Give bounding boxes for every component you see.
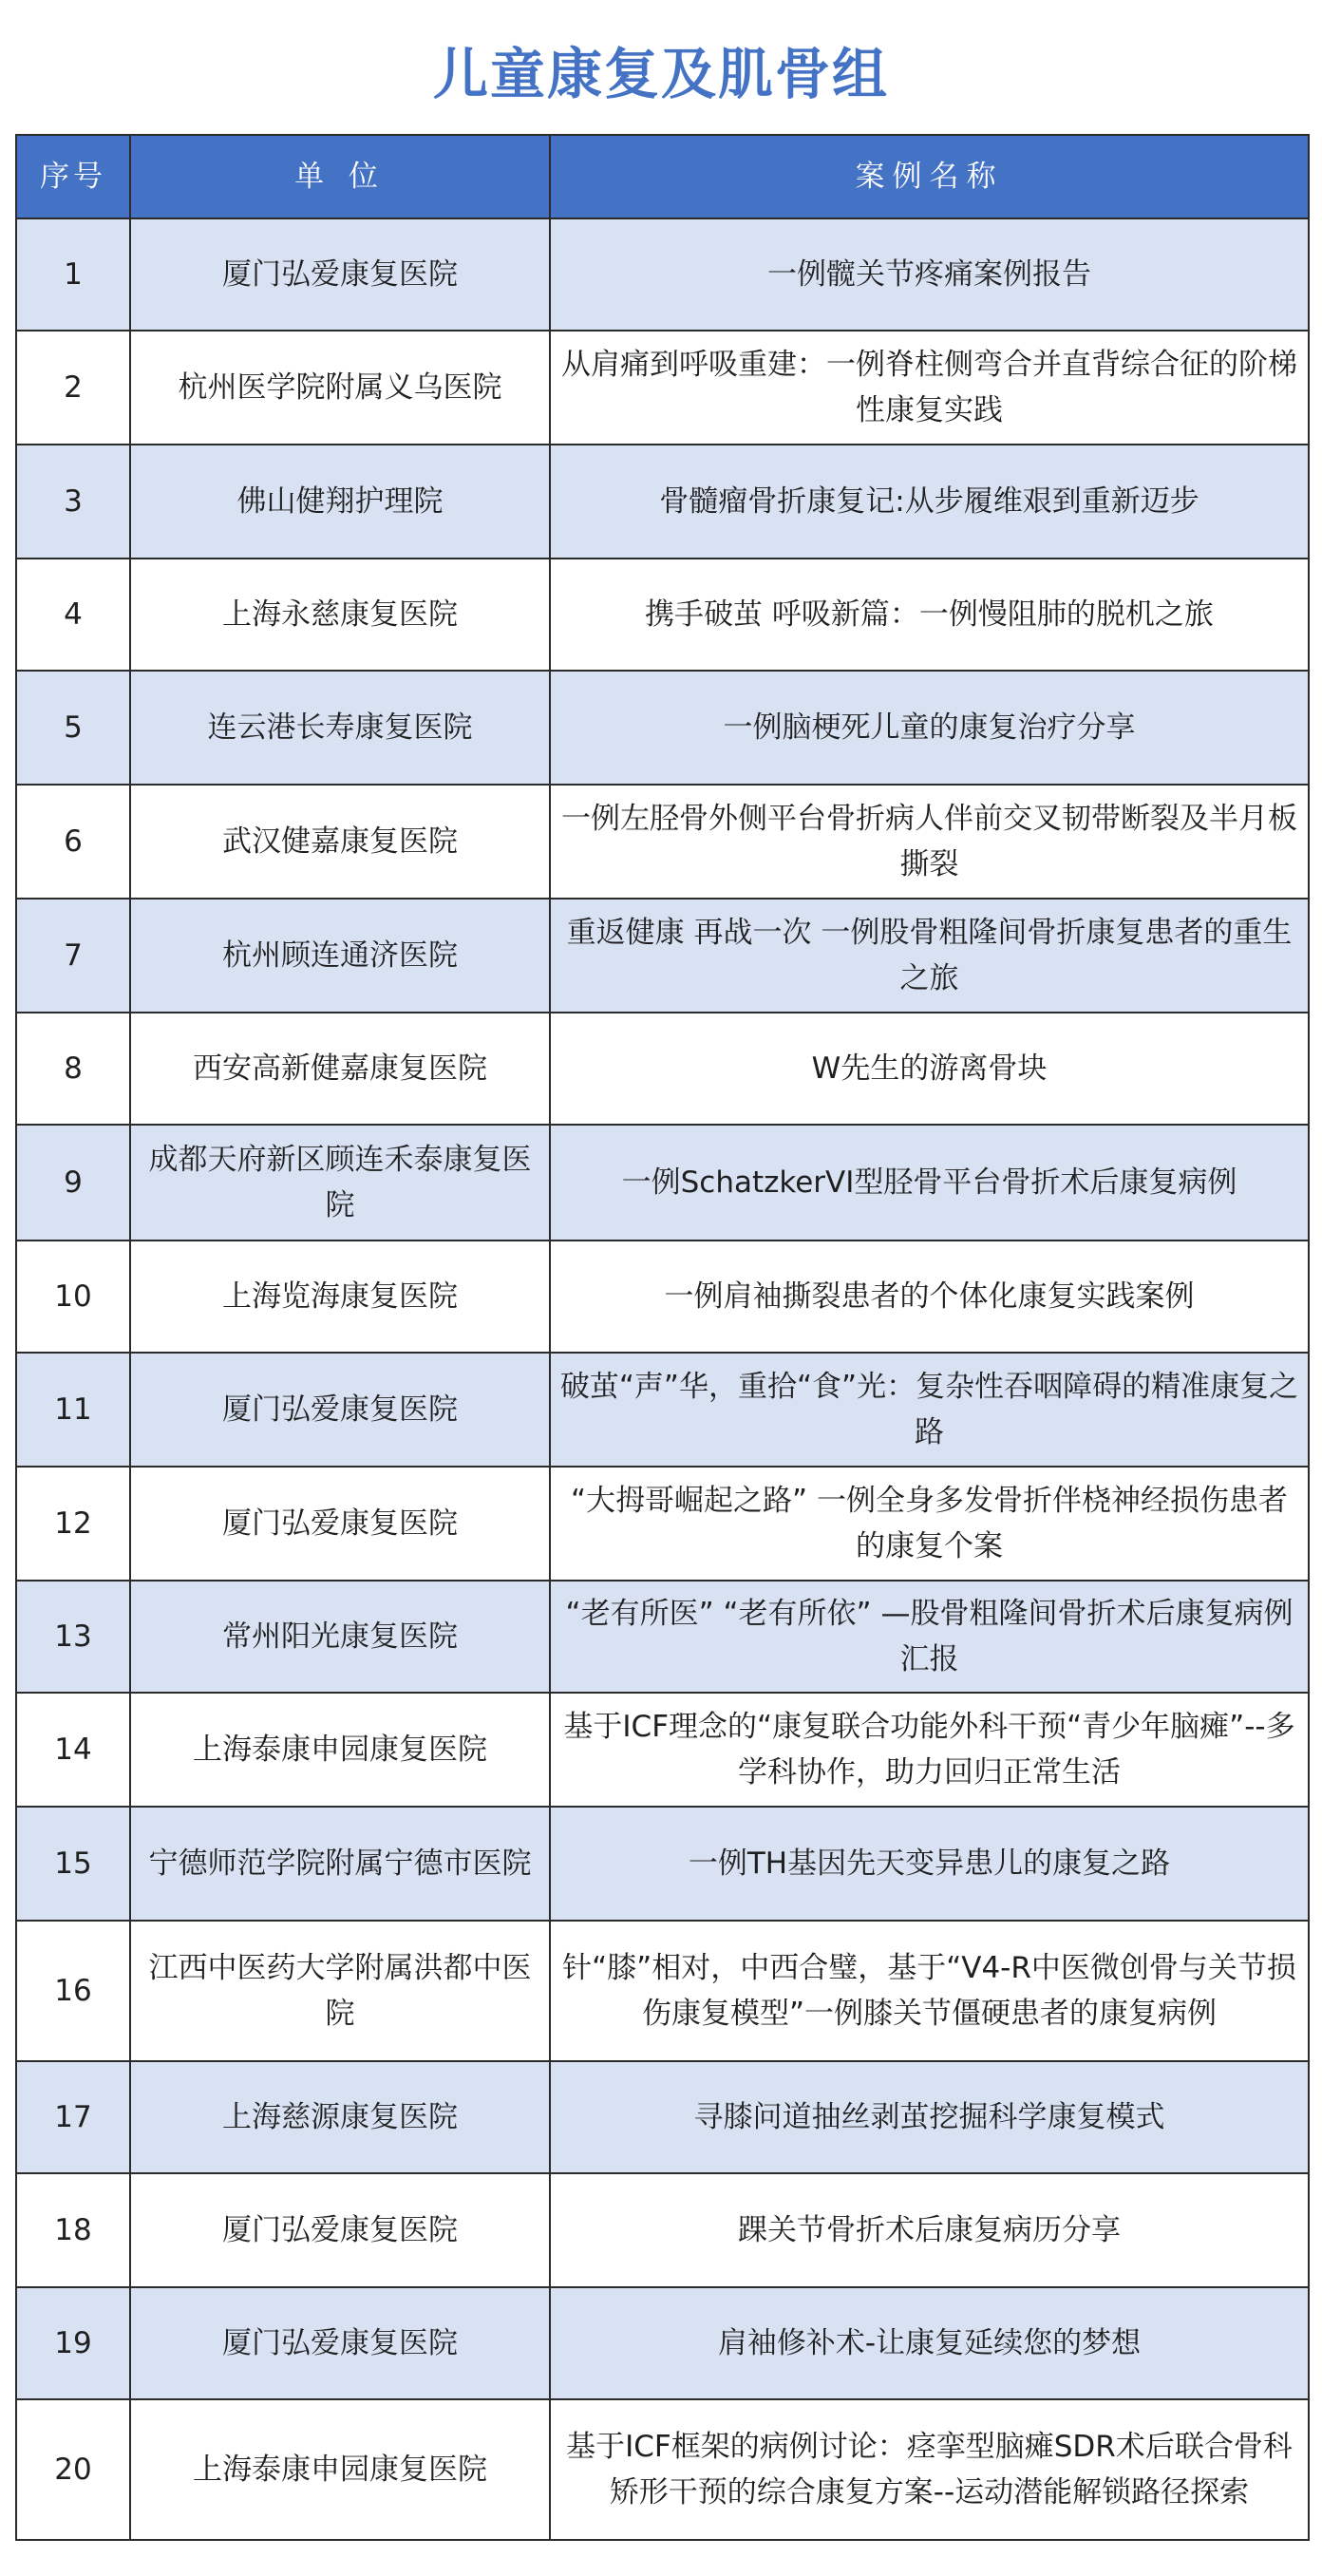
cell-organization: 连云港长寿康复医院 (130, 671, 550, 785)
cell-organization: 西安高新健嘉康复医院 (130, 1013, 550, 1125)
cell-case-name: 骨髓瘤骨折康复记:从步履维艰到重新迈步 (550, 445, 1309, 559)
table-body (16, 218, 1309, 2540)
cell-case-name: “大拇哥崛起之路” 一例全身多发骨折伴桡神经损伤患者的康复个案 (550, 1467, 1309, 1581)
cell-case-name: 一例脑梗死儿童的康复治疗分享 (550, 671, 1309, 785)
cell-case-name: 基于ICF框架的病例讨论：痉挛型脑瘫SDR术后联合骨科矫形干预的综合康复方案--运动潜能解锁路径探索 (550, 2399, 1309, 2540)
cell-serial-number: 15 (16, 1807, 130, 1921)
table-row (16, 1467, 1309, 1581)
cell-organization: 武汉健嘉康复医院 (130, 785, 550, 899)
cell-serial-number: 8 (16, 1013, 130, 1125)
table-row (16, 1807, 1309, 1921)
cell-organization: 杭州医学院附属义乌医院 (130, 331, 550, 445)
case-table (15, 134, 1310, 2541)
table-row (16, 2287, 1309, 2399)
cell-case-name: 从肩痛到呼吸重建：一例脊柱侧弯合并直背综合征的阶梯性康复实践 (550, 331, 1309, 445)
header-organization: 单 位 (130, 135, 550, 218)
cell-case-name: 一例TH基因先天变异患儿的康复之路 (550, 1807, 1309, 1921)
header-case-name: 案例名称 (550, 135, 1309, 218)
table-row (16, 899, 1309, 1013)
cell-organization: 厦门弘爱康复医院 (130, 218, 550, 331)
table-row (16, 1353, 1309, 1467)
cell-organization: 成都天府新区顾连禾泰康复医院 (130, 1125, 550, 1241)
table-header-row (16, 135, 1309, 218)
cell-serial-number: 14 (16, 1693, 130, 1807)
cell-serial-number: 5 (16, 671, 130, 785)
cell-case-name: 重返健康 再战一次 一例股骨粗隆间骨折康复患者的重生之旅 (550, 899, 1309, 1013)
cell-organization: 厦门弘爱康复医院 (130, 1353, 550, 1467)
cell-organization: 杭州顾连通济医院 (130, 899, 550, 1013)
cell-case-name: 踝关节骨折术后康复病历分享 (550, 2173, 1309, 2287)
cell-organization: 江西中医药大学附属洪都中医院 (130, 1921, 550, 2061)
cell-serial-number: 1 (16, 218, 130, 331)
cell-serial-number: 6 (16, 785, 130, 899)
cell-organization: 宁德师范学院附属宁德市医院 (130, 1807, 550, 1921)
cell-case-name: 一例肩袖撕裂患者的个体化康复实践案例 (550, 1241, 1309, 1353)
table-row (16, 1921, 1309, 2061)
cell-serial-number: 2 (16, 331, 130, 445)
cell-case-name: 一例髋关节疼痛案例报告 (550, 218, 1309, 331)
cell-organization: 上海泰康申园康复医院 (130, 1693, 550, 1807)
table-row (16, 1013, 1309, 1125)
cell-case-name: 一例SchatzkerVI型胫骨平台骨折术后康复病例 (550, 1125, 1309, 1241)
cell-case-name: 携手破茧 呼吸新篇：一例慢阻肺的脱机之旅 (550, 559, 1309, 671)
table-row (16, 1693, 1309, 1807)
cell-serial-number: 10 (16, 1241, 130, 1353)
cell-serial-number: 20 (16, 2399, 130, 2540)
table-row (16, 331, 1309, 445)
cell-case-name: 肩袖修补术-让康复延续您的梦想 (550, 2287, 1309, 2399)
cell-serial-number: 4 (16, 559, 130, 671)
cell-case-name: 一例左胫骨外侧平台骨折病人伴前交叉韧带断裂及半月板撕裂 (550, 785, 1309, 899)
cell-case-name: 寻膝问道抽丝剥茧挖掘科学康复模式 (550, 2061, 1309, 2173)
cell-serial-number: 13 (16, 1581, 130, 1693)
table-row (16, 445, 1309, 559)
table-row (16, 2173, 1309, 2287)
header-serial-number: 序号 (16, 135, 130, 218)
cell-case-name: 破茧“声”华，重拾“食”光：复杂性吞咽障碍的精准康复之路 (550, 1353, 1309, 1467)
table-row (16, 559, 1309, 671)
table-row (16, 785, 1309, 899)
cell-serial-number: 7 (16, 899, 130, 1013)
table-row (16, 671, 1309, 785)
cell-serial-number: 3 (16, 445, 130, 559)
table-row (16, 1241, 1309, 1353)
table-row (16, 2061, 1309, 2173)
page-title: 儿童康复及肌骨组 (432, 42, 889, 106)
table-row (16, 218, 1309, 331)
cell-organization: 上海慈源康复医院 (130, 2061, 550, 2173)
cell-organization: 佛山健翔护理院 (130, 445, 550, 559)
cell-serial-number: 11 (16, 1353, 130, 1467)
cell-organization: 上海览海康复医院 (130, 1241, 550, 1353)
cell-organization: 上海泰康申园康复医院 (130, 2399, 550, 2540)
cell-case-name: 基于ICF理念的“康复联合功能外科干预“青少年脑瘫”--多学科协作，助力回归正常生活 (550, 1693, 1309, 1807)
cell-organization: 厦门弘爱康复医院 (130, 2287, 550, 2399)
table-row (16, 1125, 1309, 1241)
cell-organization: 厦门弘爱康复医院 (130, 2173, 550, 2287)
cell-organization: 上海永慈康复医院 (130, 559, 550, 671)
cell-organization: 常州阳光康复医院 (130, 1581, 550, 1693)
cell-case-name: W先生的游离骨块 (550, 1013, 1309, 1125)
cell-serial-number: 18 (16, 2173, 130, 2287)
cell-case-name: “老有所医” “老有所依” —股骨粗隆间骨折术后康复病例汇报 (550, 1581, 1309, 1693)
cell-case-name: 针“膝”相对，中西合璧，基于“V4-R中医微创骨与关节损伤康复模型”一例膝关节僵硬患者的康复病例 (550, 1921, 1309, 2061)
cell-serial-number: 19 (16, 2287, 130, 2399)
cell-serial-number: 12 (16, 1467, 130, 1581)
cell-serial-number: 16 (16, 1921, 130, 2061)
cell-serial-number: 9 (16, 1125, 130, 1241)
cell-serial-number: 17 (16, 2061, 130, 2173)
table-row (16, 1581, 1309, 1693)
cell-organization: 厦门弘爱康复医院 (130, 1467, 550, 1581)
table-row (16, 2399, 1309, 2540)
